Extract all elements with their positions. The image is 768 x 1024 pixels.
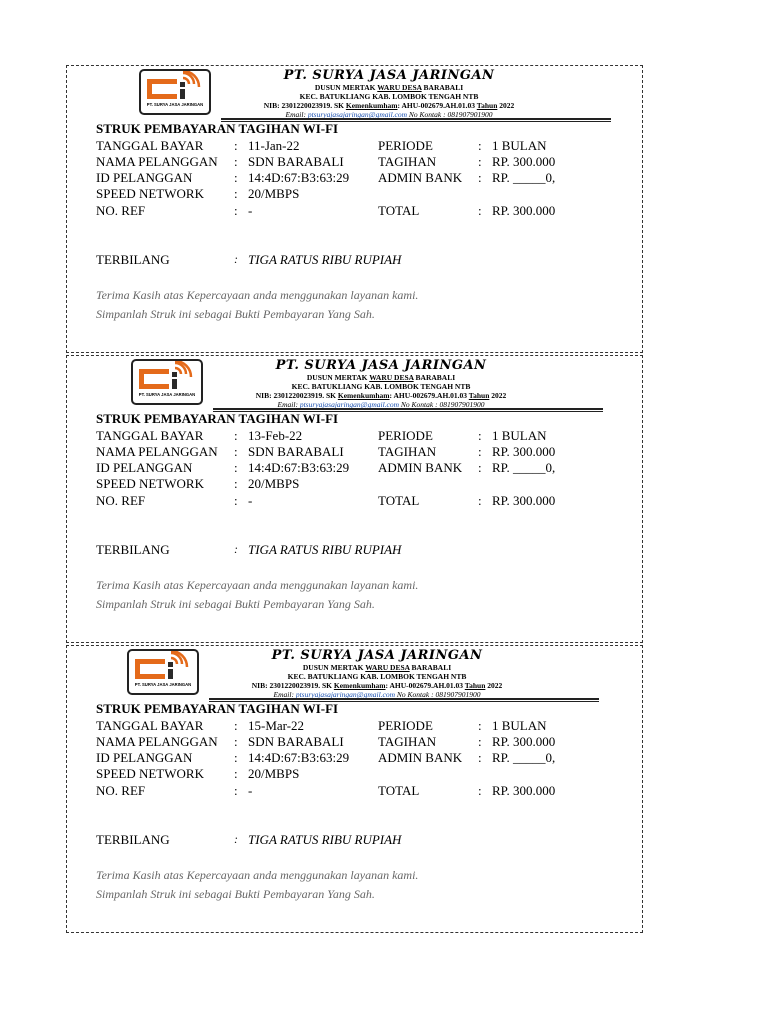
company-address: DUSUN MERTAK WARU DESA BARABALI	[306, 373, 456, 382]
terbilang-value: TIGA RATUS RIBU RUPIAH	[248, 542, 402, 557]
speed-network-label: SPEED NETWORK	[96, 766, 204, 781]
periode-label: PERIODE	[378, 428, 433, 443]
colon: :	[478, 750, 482, 765]
colon: :	[234, 542, 238, 556]
no-ref-value: -	[248, 783, 253, 798]
tagihan-value: RP. 300.000	[492, 734, 556, 749]
email-link[interactable]: ptsuryajasajaringan@gmail.com	[295, 690, 396, 699]
admin-bank-value: RP. _____0,	[492, 460, 556, 475]
company-nib: NIB: 2301220023919. SK Kemenkumham: AHU-002679.AH.01.03 Tahun 2022	[251, 681, 503, 690]
admin-bank-label: ADMIN BANK	[378, 750, 463, 765]
tagihan-value: RP. 300.000	[492, 444, 556, 459]
receipt-title: STRUK PEMBAYARAN TAGIHAN WI-FI	[96, 121, 339, 136]
keep-note: Simpanlah Struk ini sebagai Bukti Pembayaran Yang Sah.	[96, 887, 375, 901]
company-logo	[127, 649, 199, 695]
total-label: TOTAL	[378, 783, 420, 798]
nama-pelanggan-label: NAMA PELANGGAN	[96, 154, 218, 169]
id-pelanggan-value: 14:4D:67:B3:63:29	[248, 750, 350, 765]
terbilang-label: TERBILANG	[96, 252, 170, 267]
tanggal-bayar-value: 13-Feb-22	[248, 428, 303, 443]
company-address-line2: KEC. BATUKLIANG KAB. LOMBOK TENGAH NTB	[291, 382, 471, 391]
receipt-title: STRUK PEMBAYARAN TAGIHAN WI-FI	[96, 701, 339, 716]
id-pelanggan-label: ID PELANGGAN	[96, 170, 193, 185]
terbilang-label: TERBILANG	[96, 542, 170, 557]
colon: :	[234, 476, 238, 491]
logo-caption: PT. SURYA JASA JARINGAN	[138, 392, 196, 397]
company-contact: Email: ptsuryajasajaringan@gmail.com No Kontak : 081907901900	[277, 400, 485, 409]
logo-caption: PT. SURYA JASA JARINGAN	[134, 682, 192, 687]
company-info	[211, 359, 551, 409]
email-link[interactable]: ptsuryajasajaringan@gmail.com	[307, 110, 408, 119]
colon: :	[478, 170, 482, 185]
nama-pelanggan-label: NAMA PELANGGAN	[96, 444, 218, 459]
periode-label: PERIODE	[378, 138, 433, 153]
receipt-title: STRUK PEMBAYARAN TAGIHAN WI-FI	[96, 411, 339, 426]
tagihan-label: TAGIHAN	[378, 444, 437, 459]
periode-label: PERIODE	[378, 718, 433, 733]
colon: :	[234, 832, 238, 846]
company-info	[207, 649, 547, 699]
colon: :	[478, 783, 482, 798]
company-nib: NIB: 2301220023919. SK Kemenkumham: AHU-002679.AH.01.03 Tahun 2022	[263, 101, 515, 110]
terbilang-label: TERBILANG	[96, 832, 170, 847]
periode-value: 1 BULAN	[492, 138, 547, 153]
thanks-note: Terima Kasih atas Kepercayaan anda menggunakan layanan kami.	[96, 288, 419, 302]
admin-bank-label: ADMIN BANK	[378, 170, 463, 185]
keep-note: Simpanlah Struk ini sebagai Bukti Pembayaran Yang Sah.	[96, 597, 375, 611]
email-link[interactable]: ptsuryajasajaringan@gmail.com	[299, 400, 400, 409]
company-info	[219, 69, 559, 119]
colon: :	[234, 766, 238, 781]
nama-pelanggan-value: SDN BARABALI	[248, 734, 344, 749]
id-pelanggan-value: 14:4D:67:B3:63:29	[248, 170, 350, 185]
colon: :	[234, 170, 238, 185]
colon: :	[478, 138, 482, 153]
admin-bank-value: RP. _____0,	[492, 750, 556, 765]
colon: :	[234, 252, 238, 266]
total-value: RP. 300.000	[492, 203, 556, 218]
total-label: TOTAL	[378, 493, 420, 508]
tagihan-value: RP. 300.000	[492, 154, 556, 169]
colon: :	[234, 138, 238, 153]
admin-bank-value: RP. _____0,	[492, 170, 556, 185]
speed-network-value: 20/MBPS	[248, 766, 300, 781]
company-logo	[131, 359, 203, 405]
colon: :	[478, 203, 482, 218]
id-pelanggan-value: 14:4D:67:B3:63:29	[248, 460, 350, 475]
tagihan-label: TAGIHAN	[378, 154, 437, 169]
thanks-note: Terima Kasih atas Kepercayaan anda menggunakan layanan kami.	[96, 868, 419, 882]
tagihan-label: TAGIHAN	[378, 734, 437, 749]
company-logo	[139, 69, 211, 115]
no-ref-value: -	[248, 203, 253, 218]
colon: :	[234, 783, 238, 798]
speed-network-value: 20/MBPS	[248, 186, 300, 201]
company-address-line2: KEC. BATUKLIANG KAB. LOMBOK TENGAH NTB	[299, 92, 479, 101]
company-nib: NIB: 2301220023919. SK Kemenkumham: AHU-002679.AH.01.03 Tahun 2022	[255, 391, 507, 400]
id-pelanggan-label: ID PELANGGAN	[96, 460, 193, 475]
colon: :	[234, 186, 238, 201]
receipt-header	[131, 359, 551, 407]
nama-pelanggan-label: NAMA PELANGGAN	[96, 734, 218, 749]
keep-note: Simpanlah Struk ini sebagai Bukti Pembayaran Yang Sah.	[96, 307, 375, 321]
colon: :	[234, 718, 238, 733]
speed-network-label: SPEED NETWORK	[96, 186, 204, 201]
colon: :	[478, 718, 482, 733]
colon: :	[234, 154, 238, 169]
no-ref-label: NO. REF	[96, 783, 146, 798]
tanggal-bayar-label: TANGGAL BAYAR	[96, 138, 204, 153]
no-ref-label: NO. REF	[96, 493, 146, 508]
tanggal-bayar-label: TANGGAL BAYAR	[96, 718, 204, 733]
company-name: PT. SURYA JASA JARINGAN	[271, 648, 483, 663]
total-label: TOTAL	[378, 203, 420, 218]
thanks-note: Terima Kasih atas Kepercayaan anda menggunakan layanan kami.	[96, 578, 419, 592]
payment-receipt	[66, 645, 643, 933]
no-ref-label: NO. REF	[96, 203, 146, 218]
total-value: RP. 300.000	[492, 783, 556, 798]
colon: :	[234, 428, 238, 443]
receipt-header	[127, 649, 547, 697]
colon: :	[478, 460, 482, 475]
tanggal-bayar-label: TANGGAL BAYAR	[96, 428, 204, 443]
nama-pelanggan-value: SDN BARABALI	[248, 444, 344, 459]
periode-value: 1 BULAN	[492, 428, 547, 443]
colon: :	[234, 444, 238, 459]
colon: :	[234, 750, 238, 765]
tanggal-bayar-value: 11-Jan-22	[248, 138, 300, 153]
speed-network-value: 20/MBPS	[248, 476, 300, 491]
colon: :	[478, 428, 482, 443]
colon: :	[234, 203, 238, 218]
speed-network-label: SPEED NETWORK	[96, 476, 204, 491]
colon: :	[234, 734, 238, 749]
colon: :	[234, 460, 238, 475]
colon: :	[478, 444, 482, 459]
total-value: RP. 300.000	[492, 493, 556, 508]
colon: :	[234, 493, 238, 508]
colon: :	[478, 493, 482, 508]
logo-caption: PT. SURYA JASA JARINGAN	[146, 102, 204, 107]
company-name: PT. SURYA JASA JARINGAN	[283, 68, 495, 83]
periode-value: 1 BULAN	[492, 718, 547, 733]
company-name: PT. SURYA JASA JARINGAN	[275, 358, 487, 373]
colon: :	[478, 154, 482, 169]
no-ref-value: -	[248, 493, 253, 508]
payment-receipt	[66, 355, 643, 643]
company-contact: Email: ptsuryajasajaringan@gmail.com No Kontak : 081907901900	[285, 110, 493, 119]
terbilang-value: TIGA RATUS RIBU RUPIAH	[248, 832, 402, 847]
terbilang-value: TIGA RATUS RIBU RUPIAH	[248, 252, 402, 267]
nama-pelanggan-value: SDN BARABALI	[248, 154, 344, 169]
colon: :	[478, 734, 482, 749]
company-address: DUSUN MERTAK WARU DESA BARABALI	[314, 83, 464, 92]
id-pelanggan-label: ID PELANGGAN	[96, 750, 193, 765]
company-contact: Email: ptsuryajasajaringan@gmail.com No Kontak : 081907901900	[273, 690, 481, 699]
payment-receipt	[66, 65, 643, 353]
tanggal-bayar-value: 15-Mar-22	[248, 718, 305, 733]
admin-bank-label: ADMIN BANK	[378, 460, 463, 475]
company-address-line2: KEC. BATUKLIANG KAB. LOMBOK TENGAH NTB	[287, 672, 467, 681]
receipt-header	[139, 69, 559, 117]
company-address: DUSUN MERTAK WARU DESA BARABALI	[302, 663, 452, 672]
